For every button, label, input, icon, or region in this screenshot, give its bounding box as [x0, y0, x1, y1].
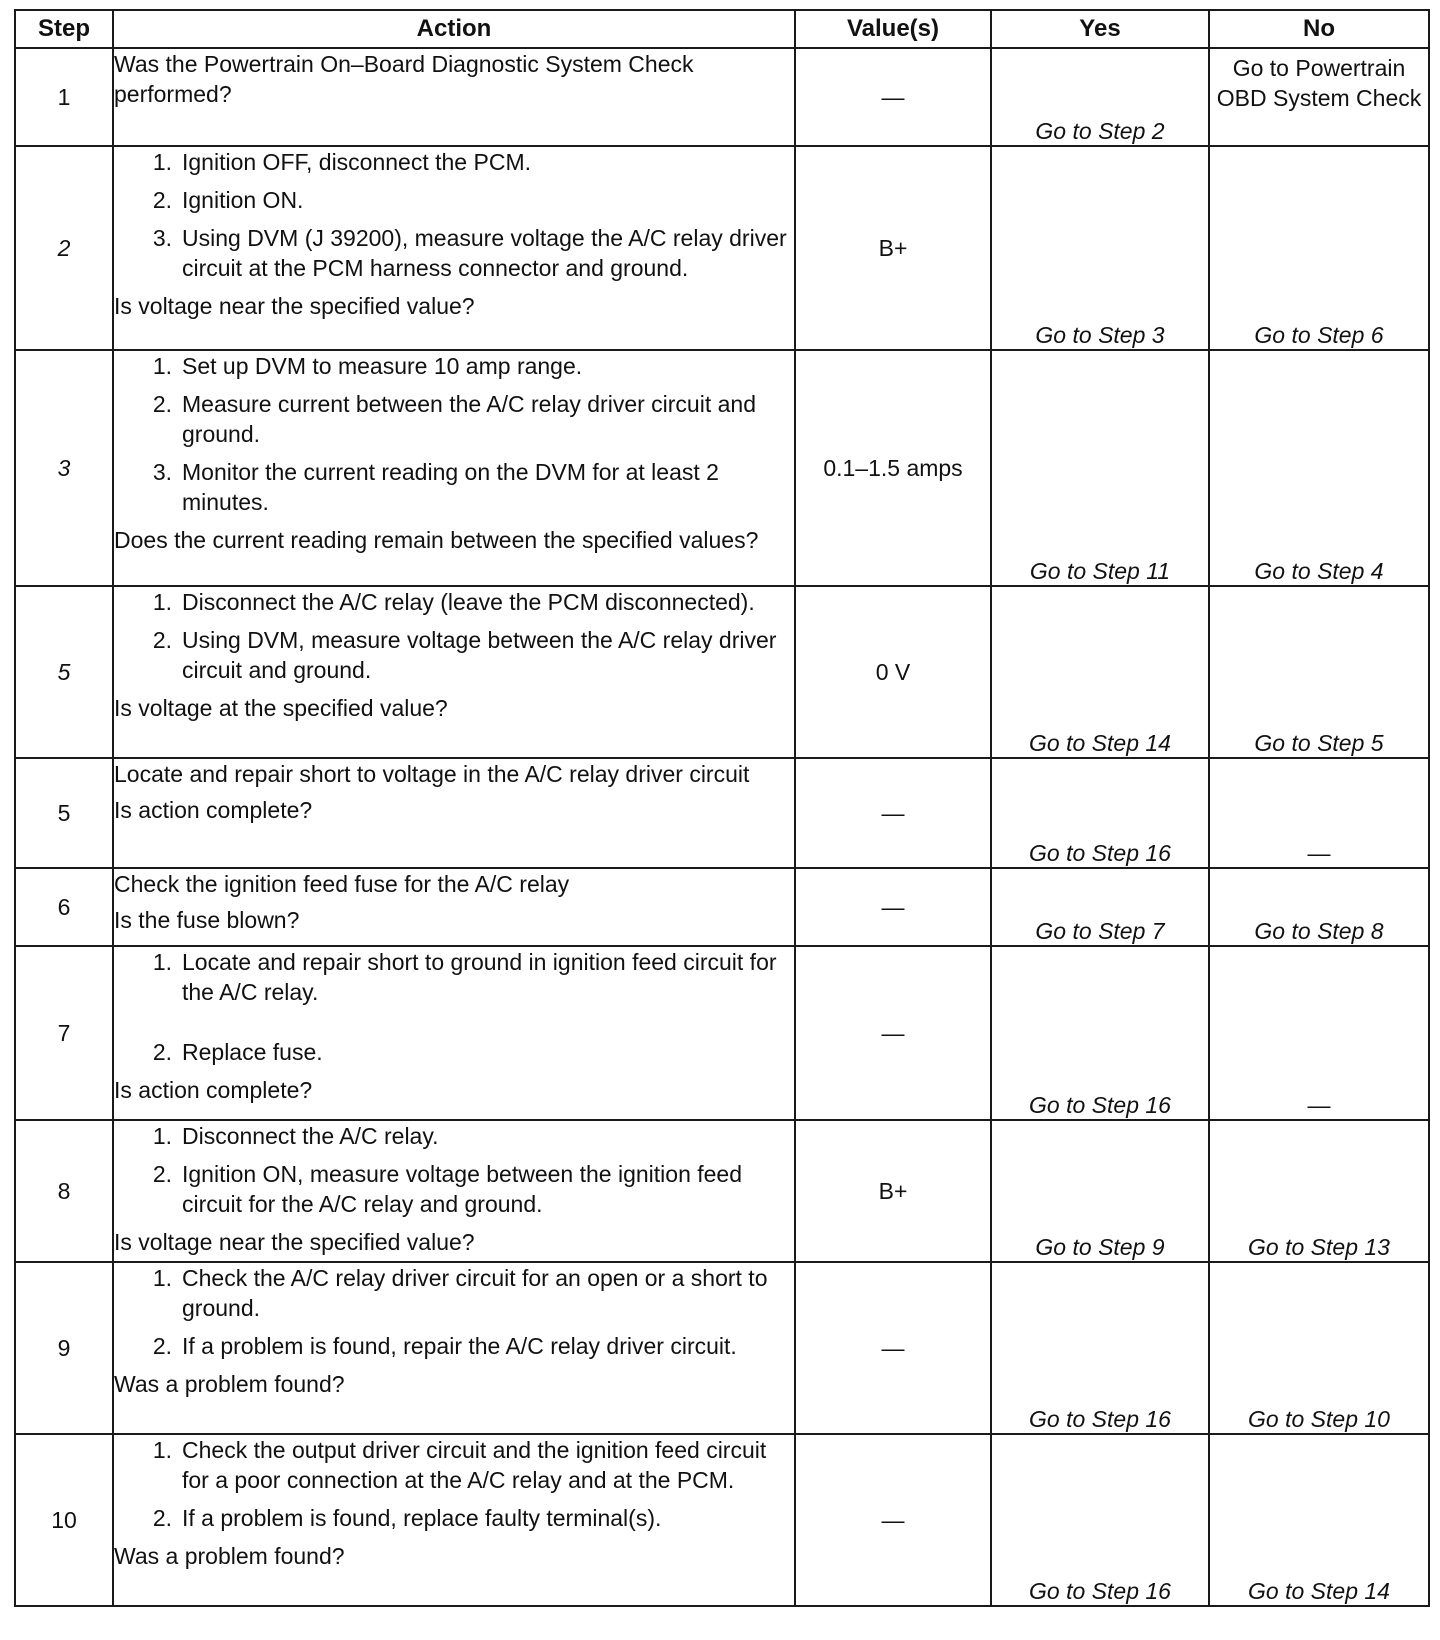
- yes-cell: Go to Step 16: [991, 946, 1209, 1120]
- action-cell: [113, 1434, 795, 1606]
- action-question: Does the current reading remain between the specified values?: [114, 527, 759, 553]
- header-step: Step: [15, 10, 113, 48]
- no-cell: Go to Step 5: [1209, 586, 1429, 758]
- diagnostic-table: [14, 9, 1430, 1607]
- action-item: 1. Check the output driver circuit and the ignition feed circuit for a poor connection at the A/C relay and at the PCM.: [152, 1437, 767, 1493]
- header-values: Value(s): [795, 10, 991, 48]
- no-cell: Go to Step 14: [1209, 1434, 1429, 1606]
- action-question: Is action complete?: [114, 1077, 313, 1103]
- table-row: [15, 350, 1429, 586]
- yes-cell: Go to Step 11: [991, 350, 1209, 586]
- yes-cell: Go to Step 3: [991, 146, 1209, 350]
- action-item: 2. Ignition ON, measure voltage between the ignition feed circuit for the A/C relay and ground.: [152, 1161, 743, 1217]
- action-item: 1. Locate and repair short to ground in ignition feed circuit for the A/C relay.: [152, 949, 777, 1005]
- action-question: Is the fuse blown?: [114, 907, 300, 933]
- value-cell: —: [795, 946, 991, 1120]
- table-row: [15, 1262, 1429, 1434]
- value-cell: —: [795, 868, 991, 946]
- no-cell: Go to Step 6: [1209, 146, 1429, 350]
- value-cell: —: [795, 1262, 991, 1434]
- action-cell: [113, 48, 795, 146]
- action-item: 1. Check the A/C relay driver circuit for an open or a short to ground.: [152, 1265, 768, 1321]
- yes-cell: Go to Step 16: [991, 1434, 1209, 1606]
- value-cell: —: [795, 1434, 991, 1606]
- step-number: 2: [15, 146, 113, 350]
- action-item: 2. Ignition ON.: [152, 187, 304, 213]
- table-row: [15, 868, 1429, 946]
- no-cell: Go to Step 4: [1209, 350, 1429, 586]
- no-cell: Go to Step 10: [1209, 1262, 1429, 1434]
- yes-cell: Go to Step 14: [991, 586, 1209, 758]
- table-row: [15, 48, 1429, 146]
- table-row: [15, 146, 1429, 350]
- action-text: Check the ignition feed fuse for the A/C relay: [114, 871, 570, 897]
- action-item: 2. Using DVM, measure voltage between the A/C relay driver circuit and ground.: [152, 627, 777, 683]
- action-text: Locate and repair short to voltage in the A/C relay driver circuit: [114, 761, 750, 787]
- value-cell: —: [795, 48, 991, 146]
- yes-cell: Go to Step 7: [991, 868, 1209, 946]
- table-row: [15, 586, 1429, 758]
- action-item: 2. If a problem is found, repair the A/C relay driver circuit.: [152, 1333, 737, 1359]
- step-number: 1: [15, 48, 113, 146]
- step-number: 10: [15, 1434, 113, 1606]
- action-cell: [113, 1262, 795, 1434]
- action-item: 3. Monitor the current reading on the DVM for at least 2 minutes.: [152, 459, 719, 515]
- action-cell: [113, 868, 795, 946]
- action-item: 2. Measure current between the A/C relay driver circuit and ground.: [152, 391, 756, 447]
- header-yes: Yes: [991, 10, 1209, 48]
- action-question: Was a problem found?: [114, 1543, 345, 1569]
- action-item: 1. Ignition OFF, disconnect the PCM.: [152, 149, 531, 175]
- header-row: [15, 10, 1429, 48]
- value-cell: 0.1–1.5 amps: [795, 350, 991, 586]
- step-number: 5: [15, 586, 113, 758]
- value-cell: B+: [795, 146, 991, 350]
- table-row: [15, 1120, 1429, 1262]
- value-cell: B+: [795, 1120, 991, 1262]
- yes-cell: Go to Step 16: [991, 1262, 1209, 1434]
- action-question: Is action complete?: [114, 797, 313, 823]
- action-item: 1. Disconnect the A/C relay (leave the PCM disconnected).: [152, 589, 755, 615]
- action-item: 2. Replace fuse.: [152, 1039, 323, 1065]
- action-cell: [113, 946, 795, 1120]
- action-question: Is voltage near the specified value?: [114, 1229, 475, 1255]
- step-number: 5: [15, 758, 113, 868]
- action-cell: [113, 1120, 795, 1262]
- value-cell: 0 V: [795, 586, 991, 758]
- action-cell: [113, 350, 795, 586]
- action-item: 2. If a problem is found, replace faulty terminal(s).: [152, 1505, 662, 1531]
- yes-cell: Go to Step 16: [991, 758, 1209, 868]
- no-cell: —: [1209, 758, 1429, 868]
- action-item: 3. Using DVM (J 39200), measure voltage the A/C relay driver circuit at the PCM harness connector and ground.: [152, 225, 787, 281]
- action-text: Was the Powertrain On–Board Diagnostic System Check performed?: [114, 51, 694, 107]
- action-question: Was a problem found?: [114, 1371, 345, 1397]
- step-number: 6: [15, 868, 113, 946]
- header-action: Action: [113, 10, 795, 48]
- action-cell: [113, 586, 795, 758]
- action-item: 1. Set up DVM to measure 10 amp range.: [152, 353, 583, 379]
- yes-cell: Go to Step 9: [991, 1120, 1209, 1262]
- no-cell: —: [1209, 946, 1429, 1120]
- no-cell: Go to Powertrain OBD System Check: [1209, 48, 1429, 146]
- no-cell: Go to Step 8: [1209, 868, 1429, 946]
- action-question: Is voltage near the specified value?: [114, 293, 475, 319]
- action-item: 1. Disconnect the A/C relay.: [152, 1123, 439, 1149]
- value-cell: —: [795, 758, 991, 868]
- step-number: 8: [15, 1120, 113, 1262]
- yes-cell: Go to Step 2: [991, 48, 1209, 146]
- step-number: 9: [15, 1262, 113, 1434]
- action-question: Is voltage at the specified value?: [114, 695, 448, 721]
- action-cell: [113, 146, 795, 350]
- table-row: [15, 758, 1429, 868]
- table-row: [15, 946, 1429, 1120]
- step-number: 7: [15, 946, 113, 1120]
- table-row: [15, 1434, 1429, 1606]
- no-cell: Go to Step 13: [1209, 1120, 1429, 1262]
- action-cell: [113, 758, 795, 868]
- step-number: 3: [15, 350, 113, 586]
- header-no: No: [1209, 10, 1429, 48]
